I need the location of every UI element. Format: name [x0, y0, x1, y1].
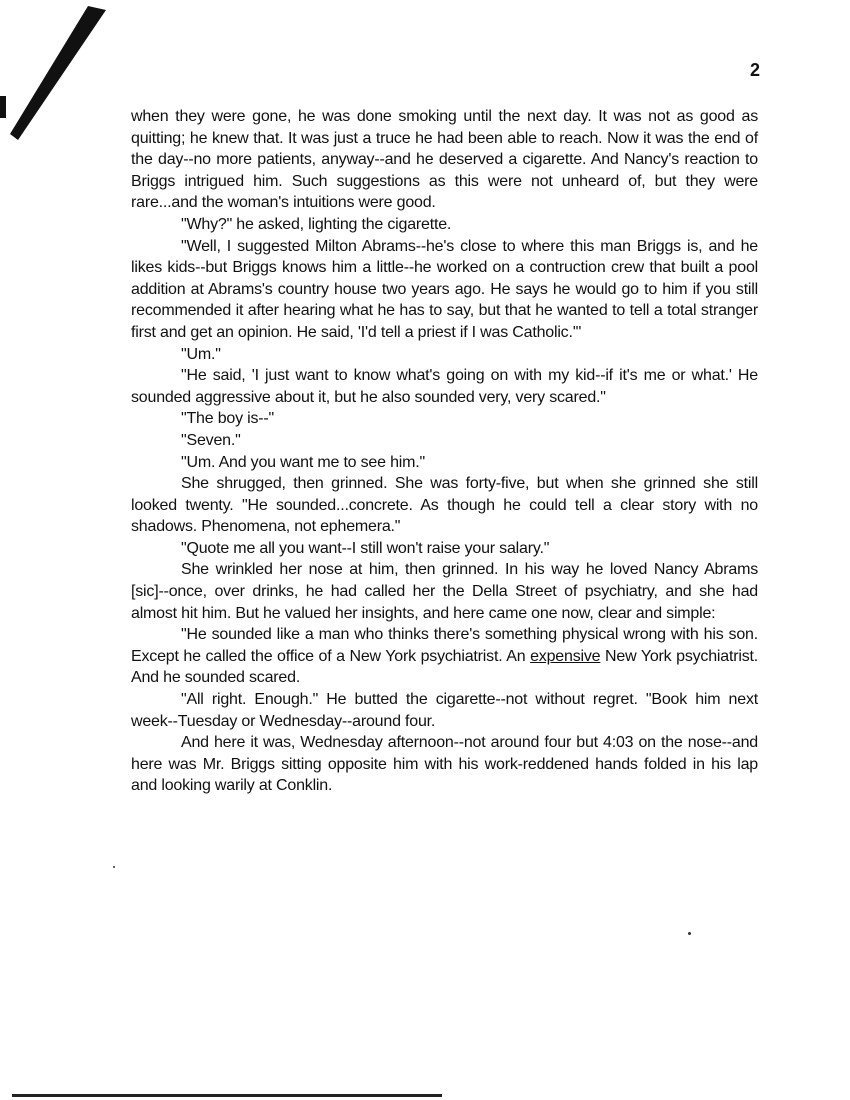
paragraph: She shrugged, then grinned. She was forty-five, but when she grinned she still looked twenty. "He sounded...concrete. As though he could tell a clear story with no shadows. Phenomena, not ephemera."	[131, 475, 758, 536]
paragraph: "Quote me all you want--I still won't raise your salary."	[181, 539, 550, 557]
paragraph: "Well, I suggested Milton Abrams--he's close to where this man Briggs is, and he likes kids--but Briggs knows him a little--he worked on a contruction crew that built a pool addition at Abrams's country house two years ago. He says he would go to him if you still recommended it after hearing what he has to say, but that he wanted to tell a total stranger first and get an opinion. He said, 'I'd tell a priest if I was Catholic.'"	[131, 237, 758, 341]
paragraph: when they were gone, he was done smoking until the next day. It was not as good as quitting; he knew that. It was just a truce he had been able to reach. Now it was the end of the day--no more patients, anyway--and he deserved a cigarette. And Nancy's reaction to Briggs intrigued him. Such suggestions as this were not unheard of, but they were rare...and the woman's intuitions were good.	[131, 108, 758, 212]
paragraph: "The boy is--"	[181, 410, 275, 428]
paragraph: "He said, 'I just want to know what's going on with my kid--if it's me or what.' He sounded aggressive about it, but he also sounded very, very scared."	[131, 367, 758, 406]
paragraph: "All right. Enough." He butted the cigarette--not without regret. "Book him next week--Tuesday or Wednesday--around four.	[131, 691, 758, 730]
paragraph	[131, 624, 758, 689]
paragraph: "Um."	[181, 345, 221, 363]
bottom-rule	[12, 1094, 442, 1097]
paragraph: She wrinkled her nose at him, then grinned. In his way he loved Nancy Abrams [sic]--once, over drinks, he had called her the Della Street of psychiatry, and she had almost hit him. But he valued her insights, and here came one now, clear and simple:	[131, 561, 758, 622]
paragraph: "Seven."	[181, 431, 241, 449]
corner-slash-mark	[0, 0, 120, 160]
paragraph: "Why?" he asked, lighting the cigarette.	[181, 215, 452, 233]
paragraph-text: "He sounded like a man who thinks there's something physical wrong with his son. Except he called the office of a New York psychiatrist. An	[131, 626, 758, 665]
body-text	[131, 106, 758, 797]
page-number: 2	[750, 60, 761, 80]
scan-speck	[688, 932, 691, 935]
underlined-word: expensive	[530, 647, 601, 665]
paragraph: And here it was, Wednesday afternoon--not around four but 4:03 on the nose--and here was Mr. Briggs sitting opposite him with his work-reddened hands folded in his lap and looking warily at Conklin.	[131, 734, 758, 795]
scan-speck	[113, 866, 115, 868]
paragraph: "Um. And you want me to see him."	[181, 453, 425, 471]
paragraph-text: New York psychiatrist. And he sounded scared.	[131, 647, 759, 687]
